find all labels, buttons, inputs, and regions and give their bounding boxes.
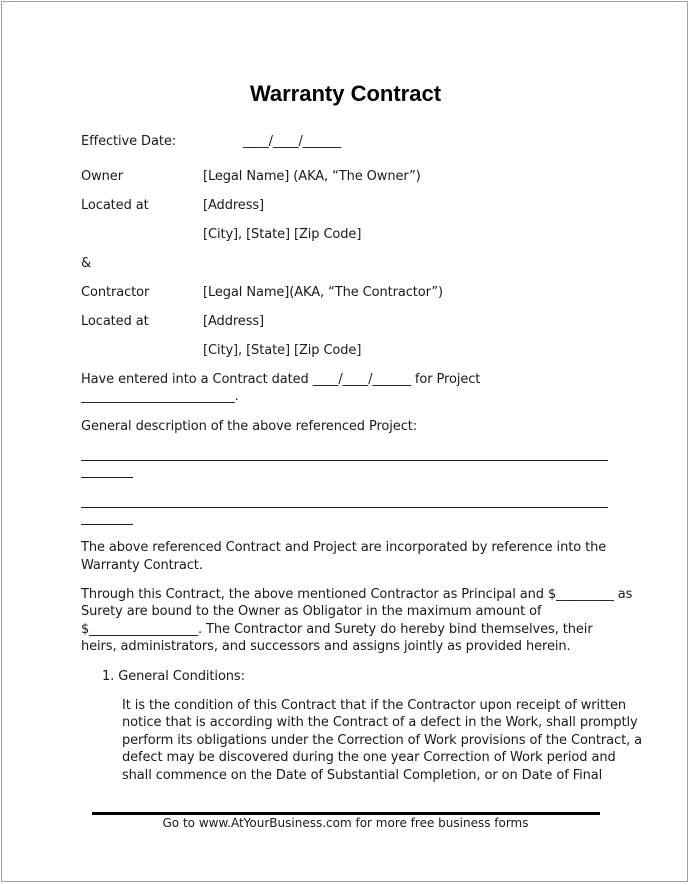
description-line-2-short [81, 524, 133, 525]
footer-rule [92, 812, 600, 815]
through-text-4: heirs, administrators, and successors and assigns jointly as provided herein. [81, 639, 571, 654]
condition-text-5: shall commence on the Date of Substantial Completion, or on Date of Final [122, 768, 603, 783]
through-text-3: $_________________. The Contractor and Surety do hereby bind themselves, their [81, 622, 593, 637]
effective-date-label: Effective Date: [81, 134, 176, 149]
entered-contract-line: Have entered into a Contract dated ____/____/______ for Project [81, 372, 481, 387]
contractor-address: [Address] [203, 314, 265, 329]
incorporated-text-1: The above referenced Contract and Project are incorporated by reference into the [81, 540, 607, 555]
condition-text-3: perform its obligations under the Correction of Work provisions of the Contract, a [122, 733, 643, 748]
description-line-2 [81, 507, 608, 508]
project-blank-line: ________________________. [81, 389, 239, 404]
owner-label: Owner [81, 169, 123, 184]
condition-text-2: notice that is according with the Contract of a defect in the Work, shall promptly [122, 715, 638, 730]
description-line-1-short [81, 477, 133, 478]
owner-address: [Address] [203, 198, 265, 213]
document-title: Warranty Contract [249, 81, 442, 106]
contractor-label: Contractor [81, 285, 150, 300]
condition-text-4: defect may be discovered during the one year Correction of Work period and [122, 750, 616, 765]
owner-name: [Legal Name] (AKA, “The Owner”) [203, 169, 421, 184]
general-description-label: General description of the above referenced Project: [81, 419, 418, 434]
ampersand: & [81, 256, 92, 271]
condition-text-1: It is the condition of this Contract that if the Contractor upon receipt of written [122, 698, 627, 713]
contractor-located-label: Located at [81, 314, 149, 329]
owner-located-label: Located at [81, 198, 149, 213]
contractor-city: [City], [State] [Zip Code] [203, 343, 362, 358]
footer-link-text[interactable]: Go to www.AtYourBusiness.com for more free business forms [162, 816, 529, 830]
effective-date-value: ____/____/______ [243, 134, 342, 149]
incorporated-text-2: Warranty Contract. [81, 558, 203, 573]
general-conditions-heading: 1. General Conditions: [102, 669, 245, 684]
description-line-1 [81, 460, 608, 461]
through-text-2: Surety are bound to the Owner as Obligator in the maximum amount of [81, 604, 542, 619]
through-text-1: Through this Contract, the above mentioned Contractor as Principal and $_________ as [81, 587, 633, 602]
owner-city: [City], [State] [Zip Code] [203, 227, 362, 242]
contractor-name: [Legal Name](AKA, “The Contractor”) [203, 285, 444, 300]
